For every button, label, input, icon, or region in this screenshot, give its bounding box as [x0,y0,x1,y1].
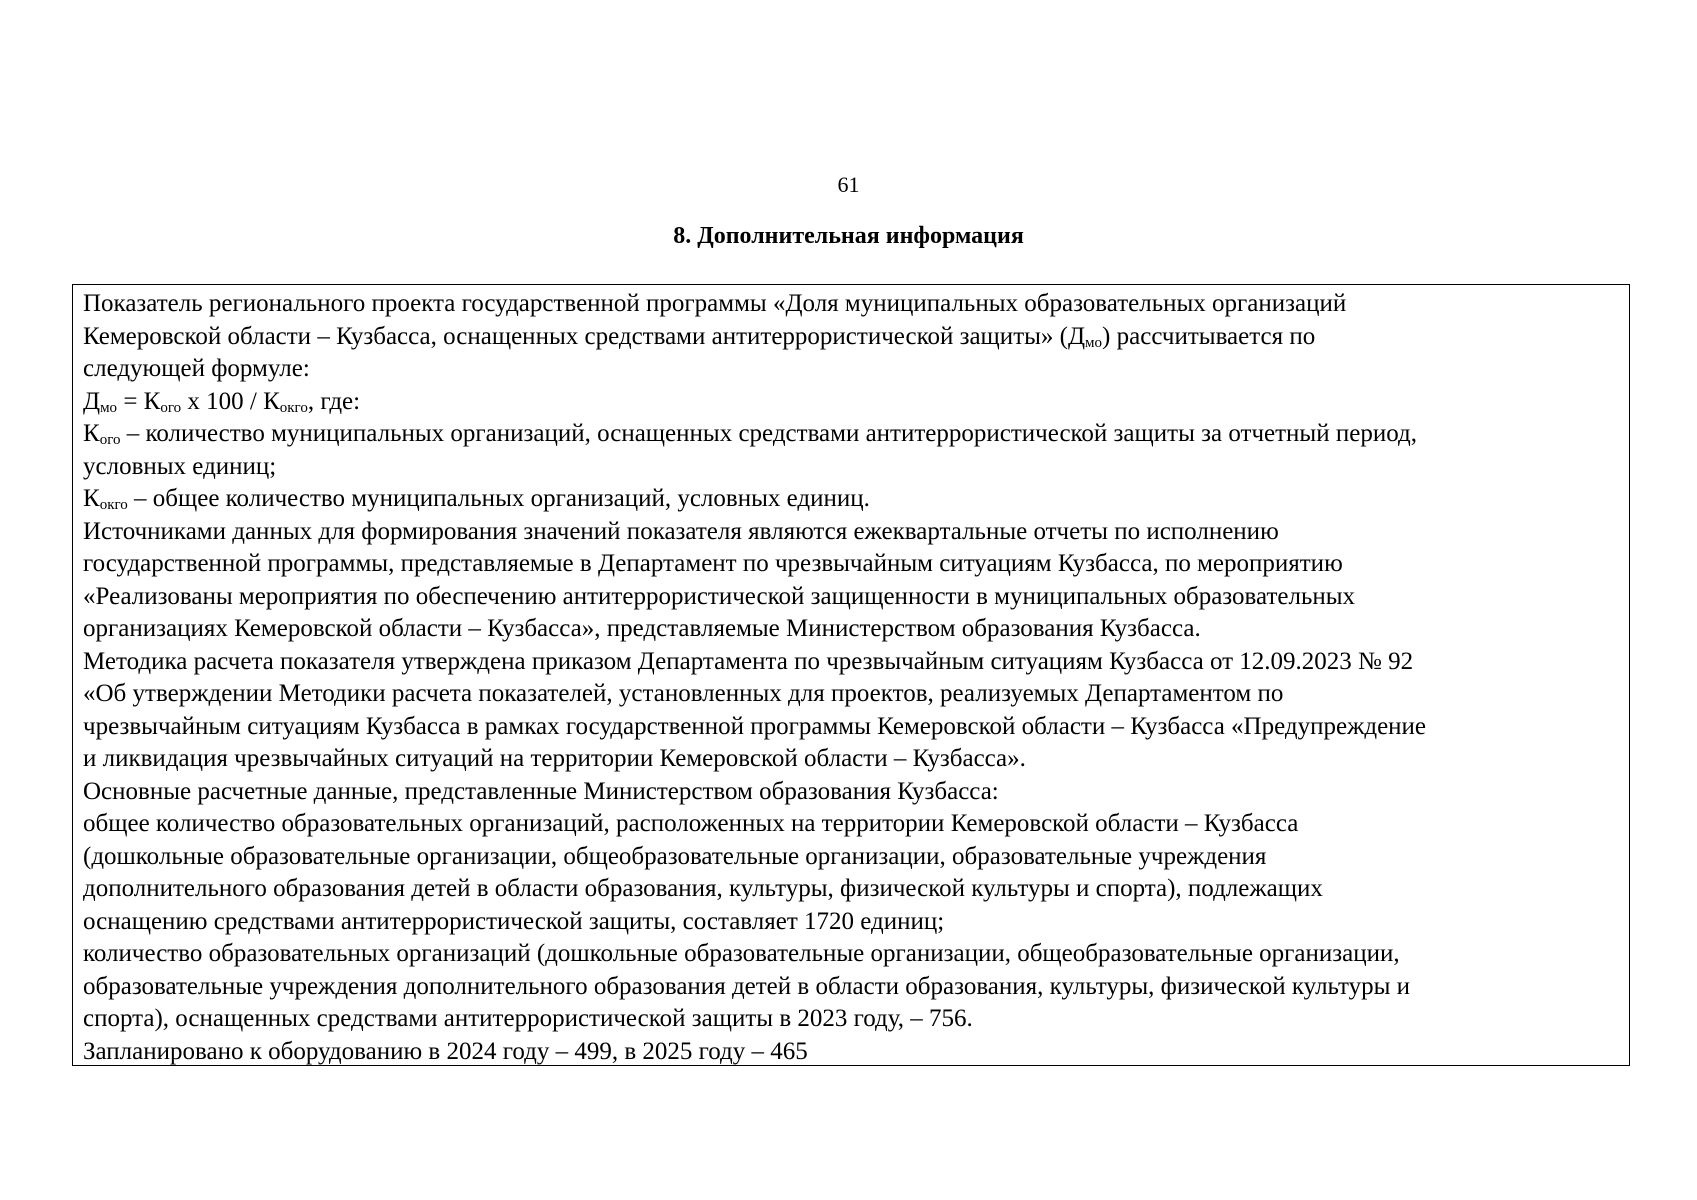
text-line: следующей формуле: [83,355,310,382]
text-line: общее количество образовательных организаций, расположенных на территории Кемеровской области – Кузбасса [83,810,1299,837]
text-line: Методика расчета показателя утверждена приказом Департамента по чрезвычайным ситуациям Кузбасса от 12.09.2023 № 92 [83,647,1414,675]
text-line: условных единиц; [83,452,277,480]
text-line: спорта), оснащенных средствами антитеррористической защиты в 2023 году, – 756. [83,1005,973,1032]
section-title: 8. Дополнительная информация [673,223,1024,249]
text-line: Показатель регионального проекта государственной программы «Доля муниципальных образовательных организаций [83,290,1347,317]
text-line: организациях Кемеровской области – Кузбасса», представляемые Министерством образования Кузбасса. [83,615,1201,642]
text-line: чрезвычайным ситуациям Кузбасса в рамках государственной программы Кемеровской области – Кузбасса «Предупреждение [83,712,1427,740]
text-line: государственной программы, представляемые в Департамент по чрезвычайным ситуациям Кузбасса, по мероприятию [83,550,1343,577]
text-line: Запланировано к оборудованию в 2024 году – 499, в 2025 году – 465 [83,1037,808,1065]
page-number: 61 [837,172,860,197]
definition-kogo: $К_{ого}$ – количество муниципальных организаций, оснащенных средствами антитеррористической защиты за отчетный период, [83,420,1417,448]
definition-kokgo: $К_{окго}$ – общее количество муниципальных организаций, условных единиц. [83,485,870,513]
text-line: дополнительного образования детей в области образования, культуры, физической культуры и спорта), подлежащих [83,875,1323,902]
additional-info-box [72,284,1630,1066]
text-line: количество образовательных организаций (дошкольные образовательные организации, общеобразовательные организации, [83,940,1400,967]
text-line: Основные расчетные данные, представленные Министерством образования Кузбасса: [83,777,999,805]
text-line: оснащению средствами антитеррористической защиты, составляет 1720 единиц; [83,907,945,935]
text-line: Кемеровской области – Кузбасса, оснащенных средствами антитеррористической защиты» $(Д_{мо})$ рассчитывается по [83,322,1316,351]
text-line: Источниками данных для формирования значений показателя являются ежеквартальные отчеты по исполнению [83,517,1279,545]
text-line: образовательные учреждения дополнительного образования детей в области образования, культуры, физической культуры и [83,972,1411,1000]
text-line: «Реализованы мероприятия по обеспечению антитеррористической защищенности в муниципальных образовательных [83,582,1356,610]
formula-line: $Д_{мо} = К_{ого}$ х $100 / К_{окго}$, где: [83,387,361,416]
text-line: (дошкольные образовательные организации, общеобразовательные организации, образовательные учреждения [83,842,1267,870]
text-line: и ликвидация чрезвычайных ситуаций на территории Кемеровской области – Кузбасса». [83,745,1026,772]
text-line: «Об утверждении Методики расчета показателей, установленных для проектов, реализуемых Департаментом по [83,680,1284,707]
